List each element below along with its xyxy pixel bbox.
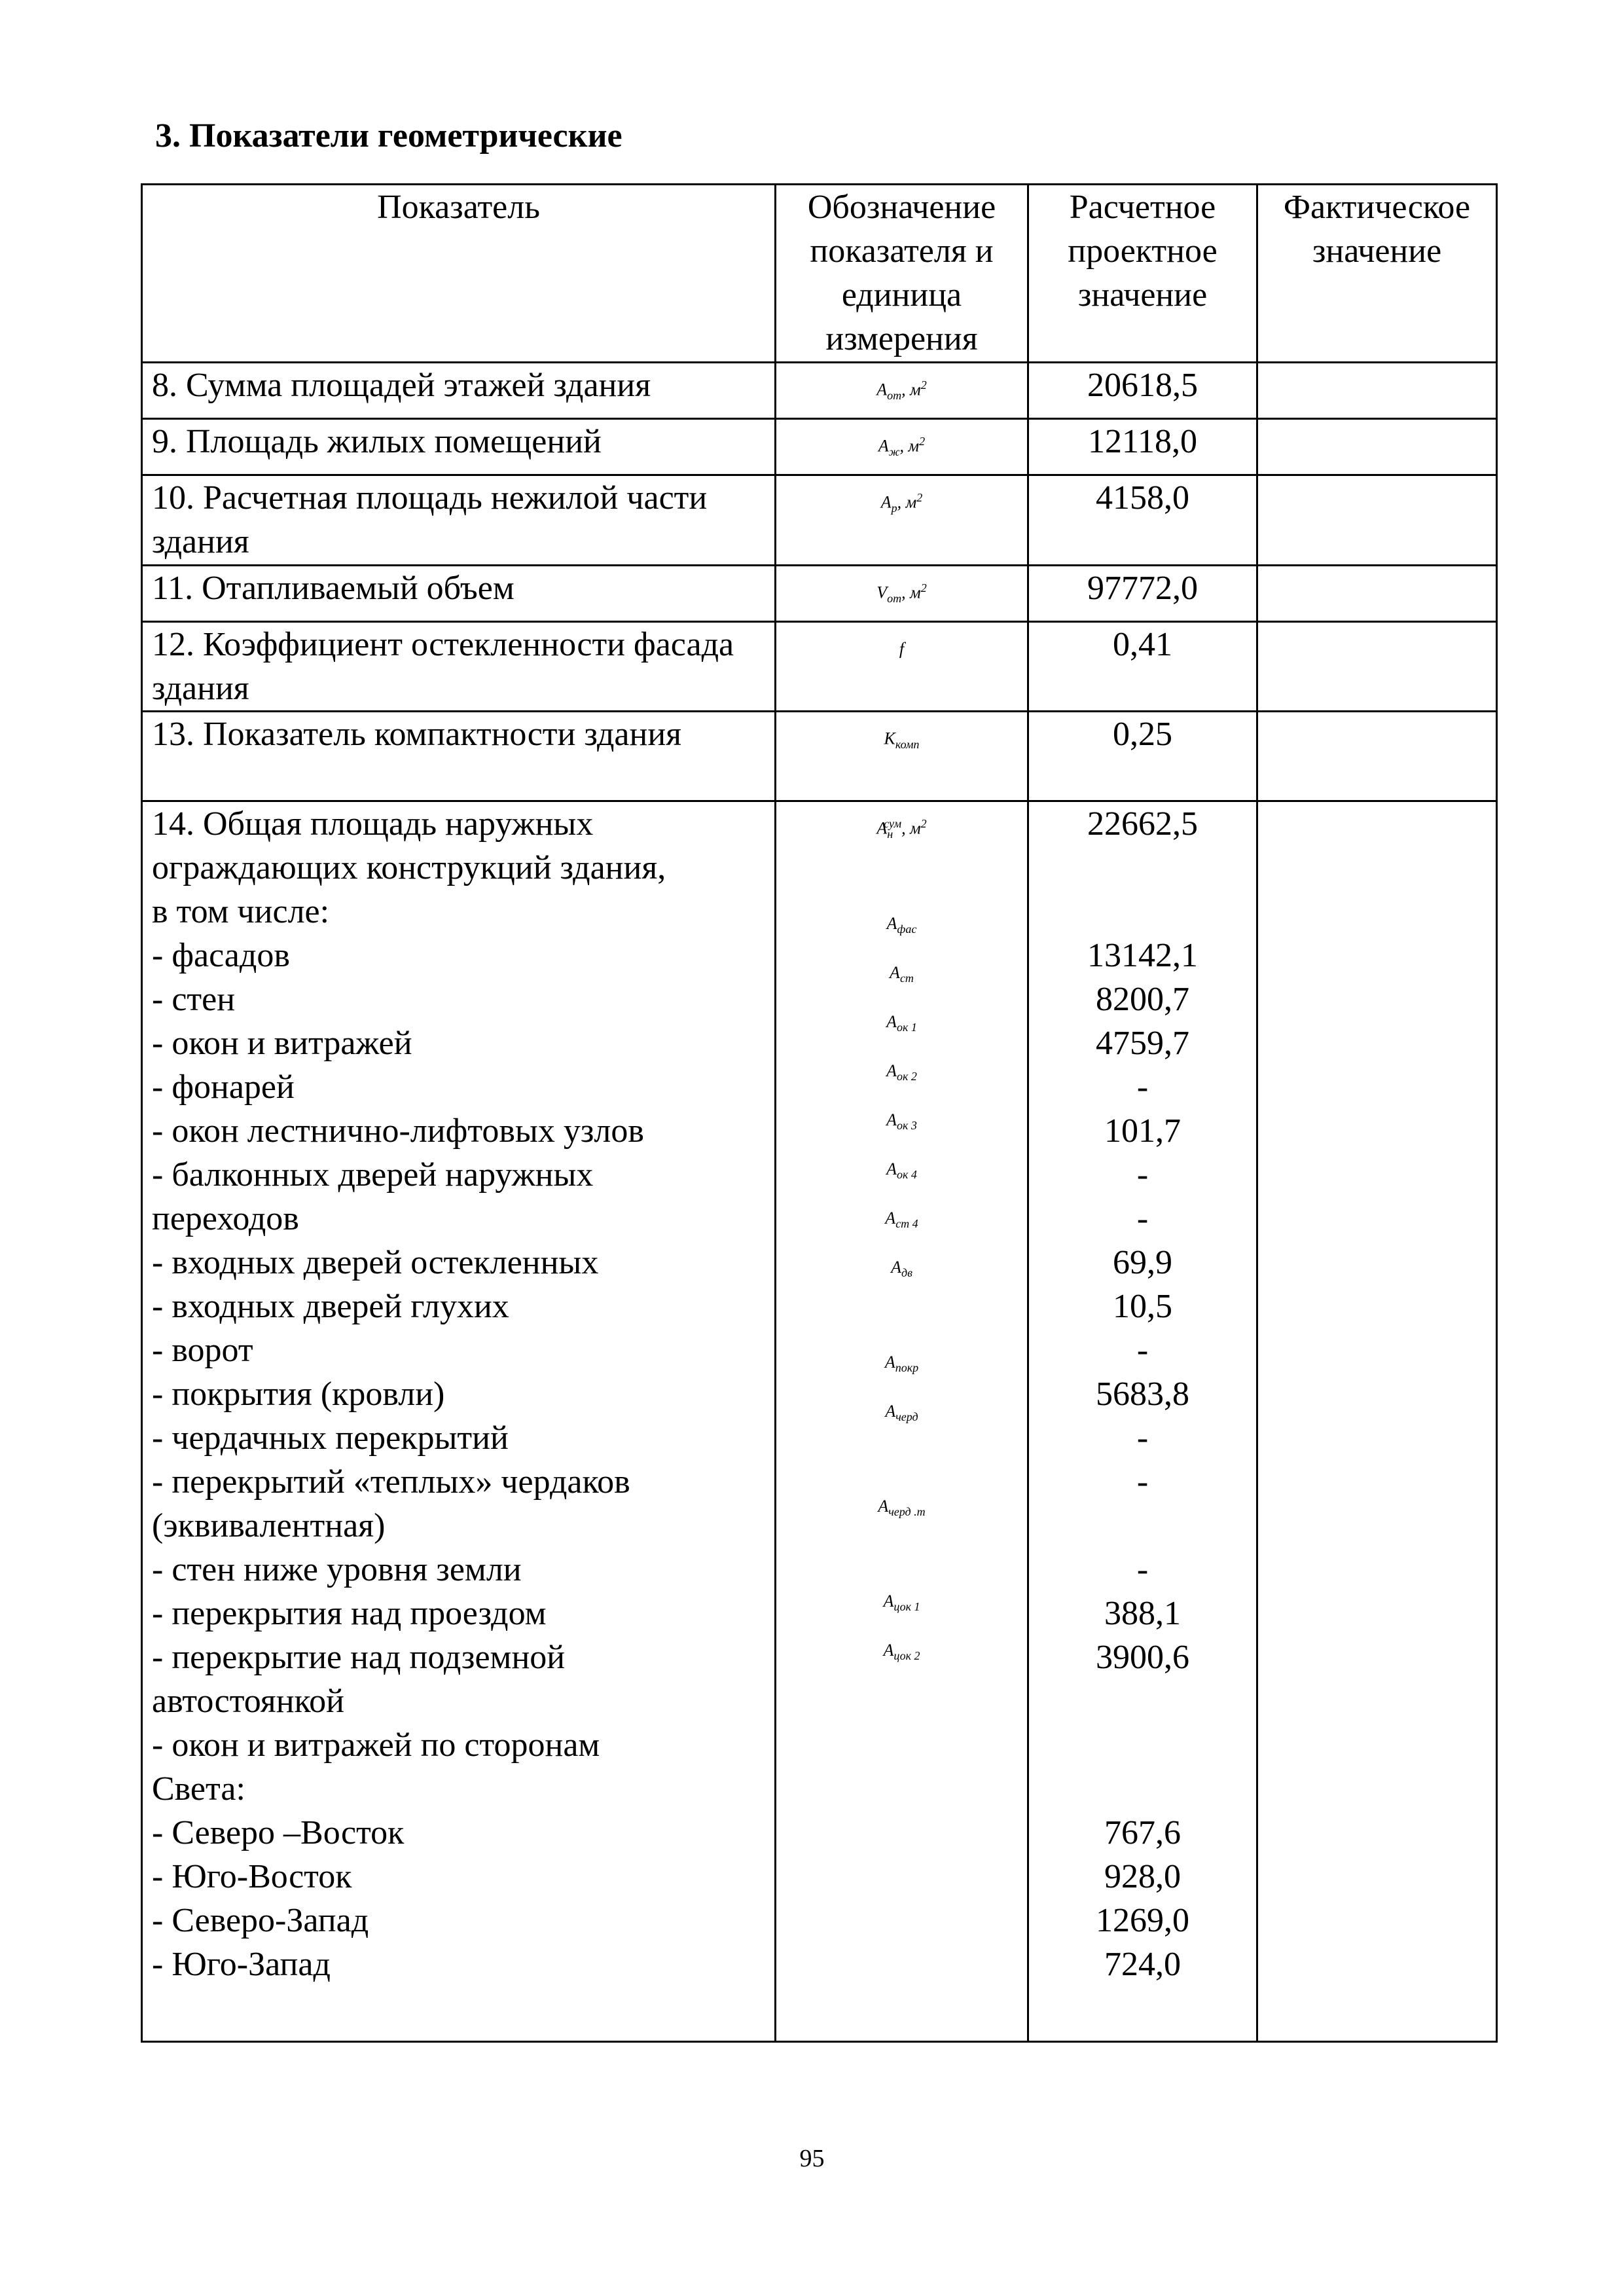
indicator-name: 13. Показатель компактности здания — [142, 711, 776, 801]
designation-symbol: $A_{цок 1}$ — [883, 1592, 920, 1614]
indicator-line: - ворот — [152, 1331, 253, 1369]
actual-value — [1257, 621, 1497, 711]
actual-value — [1257, 565, 1497, 621]
design-value-line: 928,0 — [1104, 1857, 1181, 1895]
designation-symbol-list — [776, 801, 1028, 2041]
indicator-line: - стен — [152, 980, 236, 1018]
designation-symbol: $A_{ст}$ — [890, 963, 914, 985]
design-value-line: - — [1136, 1550, 1149, 1588]
indicator-line: - перекрытие над подземной — [152, 1638, 566, 1676]
design-value-line: - — [1136, 1199, 1149, 1237]
design-value-line: - — [1136, 1463, 1149, 1501]
designation-cell — [776, 621, 1028, 711]
design-value: 97772,0 — [1028, 565, 1257, 621]
actual-value — [1257, 418, 1497, 475]
design-value-line: 101,7 — [1104, 1112, 1181, 1150]
designation-symbol: $K_{комп}$ — [884, 729, 920, 751]
table-row-total-envelope — [142, 801, 1497, 2041]
design-value-line: 388,1 — [1104, 1594, 1181, 1632]
designation-cell — [776, 565, 1028, 621]
page-number: 95 — [799, 2145, 825, 2172]
indicator-line: - окон и витражей — [152, 1024, 412, 1062]
designation-symbol: $A_{дв}$ — [891, 1258, 912, 1280]
designation-symbol: $A_{ок 1}$ — [886, 1012, 917, 1034]
table-row — [142, 418, 1497, 475]
indicator-line: - окон лестнично-лифтовых узлов — [152, 1112, 644, 1150]
design-value-line — [1038, 1504, 1247, 1548]
designation-symbol: $A_{черд}$ — [885, 1402, 918, 1424]
design-value-line: 767,6 — [1104, 1813, 1181, 1851]
indicator-line: - чердачных перекрытий — [152, 1419, 509, 1457]
design-value-line: 69,9 — [1113, 1243, 1172, 1281]
design-value-line: 724,0 — [1104, 1945, 1181, 1983]
designation-symbol: $A_ж$, $м^2$ — [878, 434, 926, 458]
table-body — [142, 363, 1497, 2042]
table-row — [142, 711, 1497, 801]
indicator-line: - покрытия (кровли) — [152, 1375, 445, 1413]
designation-symbol: f — [899, 639, 905, 659]
design-value: 0,41 — [1028, 621, 1257, 711]
table-row — [142, 363, 1497, 419]
design-value-line: 1269,0 — [1096, 1901, 1189, 1939]
indicator-line: - Юго-Восток — [152, 1857, 352, 1895]
design-value-line: - — [1136, 1068, 1149, 1106]
indicator-line: ограждающих конструкций здания, — [152, 848, 666, 886]
indicator-name: 10. Расчетная площадь нежилой части здания — [142, 475, 776, 565]
designation-symbol: $A_р$, $м^2$ — [880, 490, 923, 515]
actual-value — [1257, 801, 1497, 2041]
designation-cell — [776, 711, 1028, 801]
design-value-line — [1038, 890, 1247, 934]
actual-value — [1257, 711, 1497, 801]
indicator-line: - балконных дверей наружных — [152, 1156, 594, 1194]
indicator-line: - входных дверей остекленных — [152, 1243, 599, 1281]
table-header-row — [142, 185, 1497, 363]
actual-value — [1257, 475, 1497, 565]
header-actual-value: Фактическое значение — [1257, 185, 1497, 363]
table-row — [142, 475, 1497, 565]
design-value-line: 4759,7 — [1096, 1024, 1189, 1062]
indicator-line: - окон и витражей по сторонам — [152, 1726, 600, 1764]
indicator-line: - перекрытий «теплых» чердаков — [152, 1463, 630, 1501]
designation-symbol: $A_{от}$, $м^2$ — [876, 378, 927, 402]
indicator-name: 12. Коэффициент остекленности фасада здания — [142, 621, 776, 711]
indicator-line: - фасадов — [152, 936, 290, 974]
design-value-line: 8200,7 — [1096, 980, 1189, 1018]
indicator-line: Света: — [152, 1770, 245, 1808]
indicator-line: - стен ниже уровня земли — [152, 1550, 522, 1588]
indicator-line: автостоянкой — [152, 1682, 344, 1720]
indicator-name: 11. Отапливаемый объем — [142, 565, 776, 621]
actual-value — [1257, 363, 1497, 419]
designation-cell — [776, 418, 1028, 475]
design-value: 12118,0 — [1028, 418, 1257, 475]
designation-symbol: $A_{покр}$ — [884, 1353, 919, 1375]
indicator-line: - фонарей — [152, 1068, 295, 1106]
design-value-line: - — [1136, 1419, 1149, 1457]
designation-symbol: $A_{ок 2}$ — [886, 1061, 917, 1084]
indicator-name-list — [142, 801, 776, 2041]
indicators-table — [141, 183, 1498, 2043]
designation-symbol: $A_{ст 4}$ — [885, 1209, 918, 1231]
design-value-line — [1038, 1767, 1247, 1811]
designation-symbol: $A_н^{сум}$, $м^2$ — [876, 816, 927, 841]
design-value: 20618,5 — [1028, 363, 1257, 419]
indicator-name: 9. Площадь жилых помещений — [142, 418, 776, 475]
table-row — [142, 621, 1497, 711]
header-designation: Обозначение показателя и единица измерения — [776, 185, 1028, 363]
designation-symbol: $A_{ок 4}$ — [886, 1159, 917, 1182]
design-value-line: - — [1136, 1331, 1149, 1369]
designation-symbol: $V_{от}$, $м^2$ — [876, 581, 927, 605]
designation-cell — [776, 363, 1028, 419]
design-value-line: 5683,8 — [1096, 1375, 1189, 1413]
designation-symbol: $A_{черд .т}$ — [878, 1497, 926, 1519]
indicator-line: (эквивалентная) — [152, 1506, 386, 1544]
design-value-line: - — [1136, 1156, 1149, 1194]
design-value: 0,25 — [1028, 711, 1257, 801]
indicator-line: - входных дверей глухих — [152, 1287, 509, 1325]
design-value-line: 13142,1 — [1087, 936, 1198, 974]
design-value: 4158,0 — [1028, 475, 1257, 565]
indicator-line: - Юго-Запад — [152, 1945, 331, 1983]
design-value-list — [1028, 801, 1257, 2041]
indicator-name: 8. Сумма площадей этажей здания — [142, 363, 776, 419]
designation-symbol: $A_{ок 3}$ — [886, 1110, 917, 1133]
design-value-line: 3900,6 — [1096, 1638, 1189, 1676]
section-heading: 3. Показатели геометрические — [155, 117, 623, 155]
header-design-value: Расчетное проектное значение — [1028, 185, 1257, 363]
design-value-line: 10,5 — [1113, 1287, 1172, 1325]
design-value-line — [1038, 1679, 1247, 1723]
indicator-line: переходов — [152, 1199, 299, 1237]
indicator-line: - Северо –Восток — [152, 1813, 405, 1851]
design-value-line: 22662,5 — [1087, 805, 1198, 843]
table-row — [142, 565, 1497, 621]
indicator-line: в том числе: — [152, 892, 330, 930]
indicator-line: - перекрытия над проездом — [152, 1594, 547, 1632]
design-value-line — [1038, 846, 1247, 890]
indicator-line: - Северо-Запад — [152, 1901, 369, 1939]
header-indicator: Показатель — [142, 185, 776, 363]
indicator-line: 14. Общая площадь наружных — [152, 805, 594, 843]
designation-symbol: $A_{цок 2}$ — [883, 1641, 920, 1663]
designation-symbol: $A_{фас}$ — [886, 914, 917, 936]
design-value-line — [1038, 1723, 1247, 1767]
designation-cell — [776, 475, 1028, 565]
